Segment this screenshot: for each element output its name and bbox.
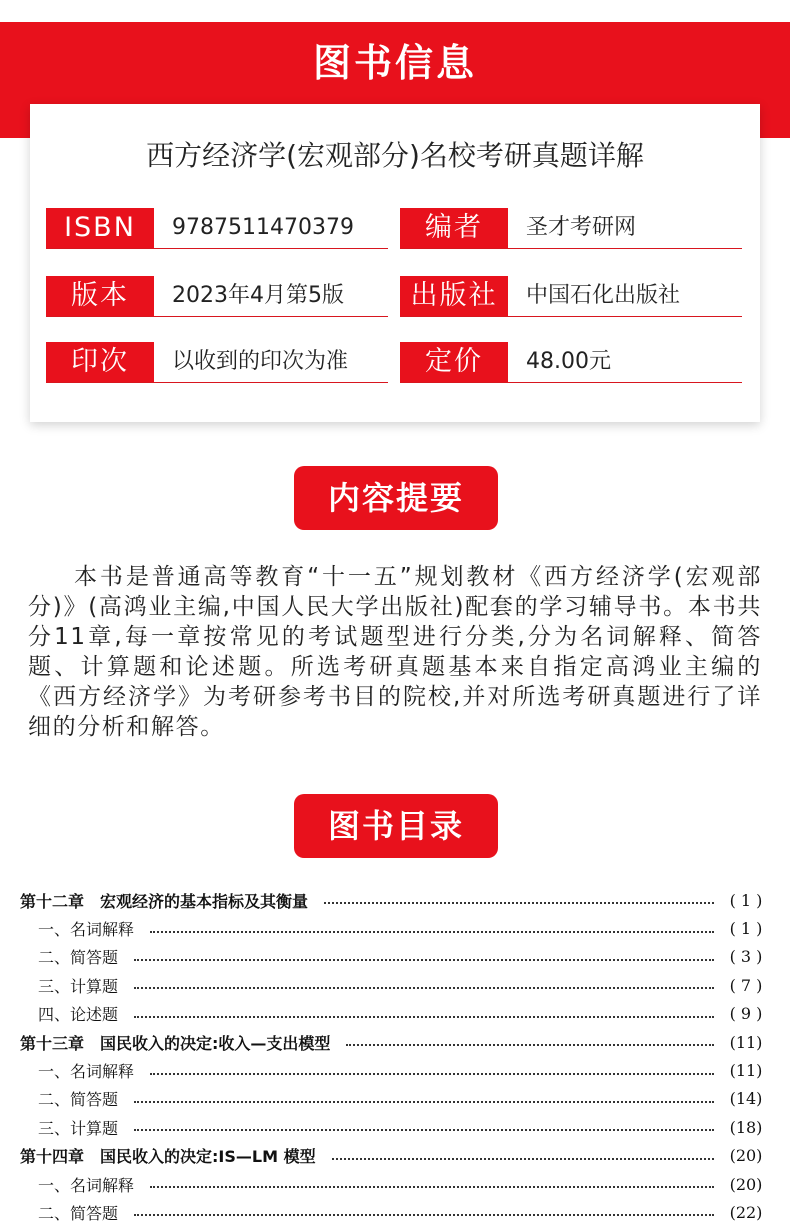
toc-section-row — [20, 914, 772, 942]
toc-leader-dots — [134, 1101, 714, 1103]
toc-entry-title: 一、名词解释 — [38, 920, 135, 940]
toc-leader-dots — [332, 1158, 714, 1160]
toc-leader-dots — [324, 902, 714, 904]
toc-leader-dots — [134, 1214, 714, 1216]
toc-entry-title: 一、名词解释 — [38, 1062, 135, 1082]
toc-page-number: (11) — [729, 1061, 763, 1081]
toc-entry-title: 三、计算题 — [38, 976, 119, 996]
toc-section-row — [20, 1170, 772, 1198]
toc-leader-dots — [134, 987, 714, 989]
field-value: 以收到的印次为准 — [172, 349, 349, 374]
toc-section-row — [20, 971, 772, 999]
book-info-card — [30, 104, 760, 422]
toc-entry-title: 四、论述题 — [38, 1005, 119, 1025]
toc-page-number: ( 7 ) — [729, 975, 763, 995]
field-price — [400, 342, 742, 383]
toc-section-row — [20, 1085, 772, 1113]
field-label: 编者 — [400, 208, 508, 248]
field-value: 圣才考研网 — [526, 215, 637, 240]
toc-page-number: ( 3 ) — [729, 947, 763, 967]
toc-entry-title: 二、简答题 — [38, 1090, 119, 1110]
book-title: 西方经济学(宏观部分)名校考研真题详解 — [146, 139, 644, 172]
toc-page-number: (18) — [729, 1117, 763, 1137]
toc-section-row — [20, 1000, 772, 1028]
toc-entry-title: 一、名词解释 — [38, 1175, 135, 1195]
toc-page-number: (14) — [729, 1089, 763, 1109]
toc-entry-title: 第十三章 国民收入的决定:收入—支出模型 — [20, 1033, 331, 1053]
toc-page-number: ( 1 ) — [729, 890, 763, 910]
toc-heading: 图书目录 — [294, 794, 498, 858]
toc-leader-dots — [150, 1073, 714, 1075]
field-value: 9787511470379 — [172, 215, 354, 240]
toc-page-number: (11) — [729, 1032, 763, 1052]
toc-page-number: (20) — [729, 1146, 763, 1166]
field-label: 印次 — [46, 342, 154, 382]
field-label: ISBN — [46, 208, 154, 248]
toc-page-number: (22) — [729, 1202, 763, 1222]
toc-leader-dots — [134, 1016, 714, 1018]
toc-leader-dots — [150, 931, 714, 933]
toc-page-number: ( 1 ) — [729, 919, 763, 939]
field-isbn — [46, 208, 388, 249]
toc-section-row — [20, 1056, 772, 1084]
toc-chapter-row — [20, 1142, 772, 1170]
toc-page-number: ( 9 ) — [729, 1004, 763, 1024]
toc-chapter-row — [20, 886, 772, 914]
field-editor — [400, 208, 742, 249]
toc-section-row — [20, 1198, 772, 1226]
toc-leader-dots — [134, 1129, 714, 1131]
summary-text: 本书是普通高等教育“十一五”规划教材《西方经济学(宏观部分)》(高鸿业主编,中国人民大学出版社)配套的学习辅导书。本书共分11章,每一章按常见的考试题型进行分类,分为名词解释、简答题、计算题和论述题。所选考研真题基本来自指定高鸿业主编的《西方经济学》为考研参考书目的院校,并对所选考研真题进行了详细的分析和解答。 — [28, 564, 762, 740]
toc-entry-title: 三、计算题 — [38, 1118, 119, 1138]
toc-section-row — [20, 943, 772, 971]
field-label: 出版社 — [400, 276, 508, 316]
field-value: 中国石化出版社 — [526, 283, 681, 308]
toc-entry-title: 二、简答题 — [38, 1203, 119, 1223]
field-value: 48.00元 — [526, 349, 611, 374]
field-label: 定价 — [400, 342, 508, 382]
toc-entry-title: 第十四章 国民收入的决定:IS—LM 模型 — [20, 1147, 316, 1167]
field-publisher — [400, 276, 742, 317]
toc-page-number: (20) — [729, 1174, 763, 1194]
toc-entry-title: 第十二章 宏观经济的基本指标及其衡量 — [20, 891, 309, 911]
toc-leader-dots — [150, 1186, 714, 1188]
field-value: 2023年4月第5版 — [172, 283, 344, 308]
toc-chapter-row — [20, 1028, 772, 1056]
field-printing — [46, 342, 388, 383]
toc-section-row — [20, 1113, 772, 1141]
field-label: 版本 — [46, 276, 154, 316]
toc-leader-dots — [134, 959, 714, 961]
toc-entry-title: 二、简答题 — [38, 948, 119, 968]
page-title: 图书信息 — [312, 41, 477, 85]
summary-heading: 内容提要 — [294, 466, 498, 530]
field-edition — [46, 276, 388, 317]
table-of-contents — [20, 886, 772, 1227]
toc-leader-dots — [346, 1044, 714, 1046]
